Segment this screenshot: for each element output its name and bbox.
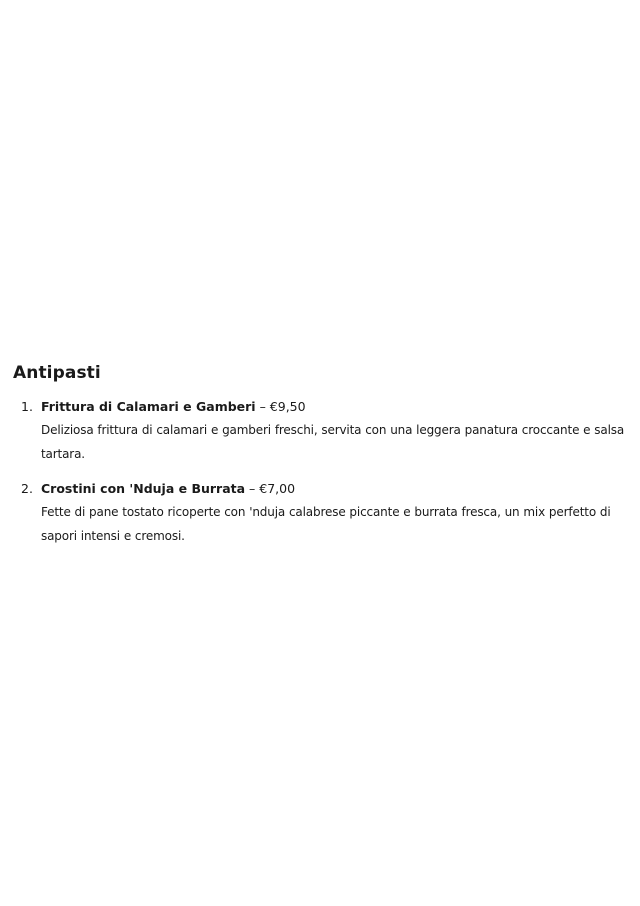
section-title: Antipasti [13, 363, 101, 383]
item-header [41, 395, 628, 418]
item-description-line: Deliziosa frittura di calamari e gamberi freschi, servita con una leggera panatura croccante e salsa [41, 423, 625, 437]
item-description [41, 500, 628, 548]
item-header [41, 477, 628, 500]
item-price: – €7,00 [245, 481, 296, 496]
item-description-line: tartara. [41, 447, 85, 461]
item-number: 2. [21, 481, 33, 496]
item-description [41, 418, 628, 466]
item-price: – €9,50 [255, 399, 306, 414]
item-name: Frittura di Calamari e Gamberi [41, 399, 256, 414]
menu-item [0, 395, 640, 466]
menu-list [0, 395, 640, 559]
item-name: Crostini con 'Nduja e Burrata [41, 481, 246, 496]
item-description-line: Fette di pane tostato ricoperte con 'nduja calabrese piccante e burrata fresca, un mix perfetto di [41, 505, 611, 519]
menu-item [0, 477, 640, 548]
item-number: 1. [21, 399, 33, 414]
item-description-line: sapori intensi e cremosi. [41, 529, 185, 543]
